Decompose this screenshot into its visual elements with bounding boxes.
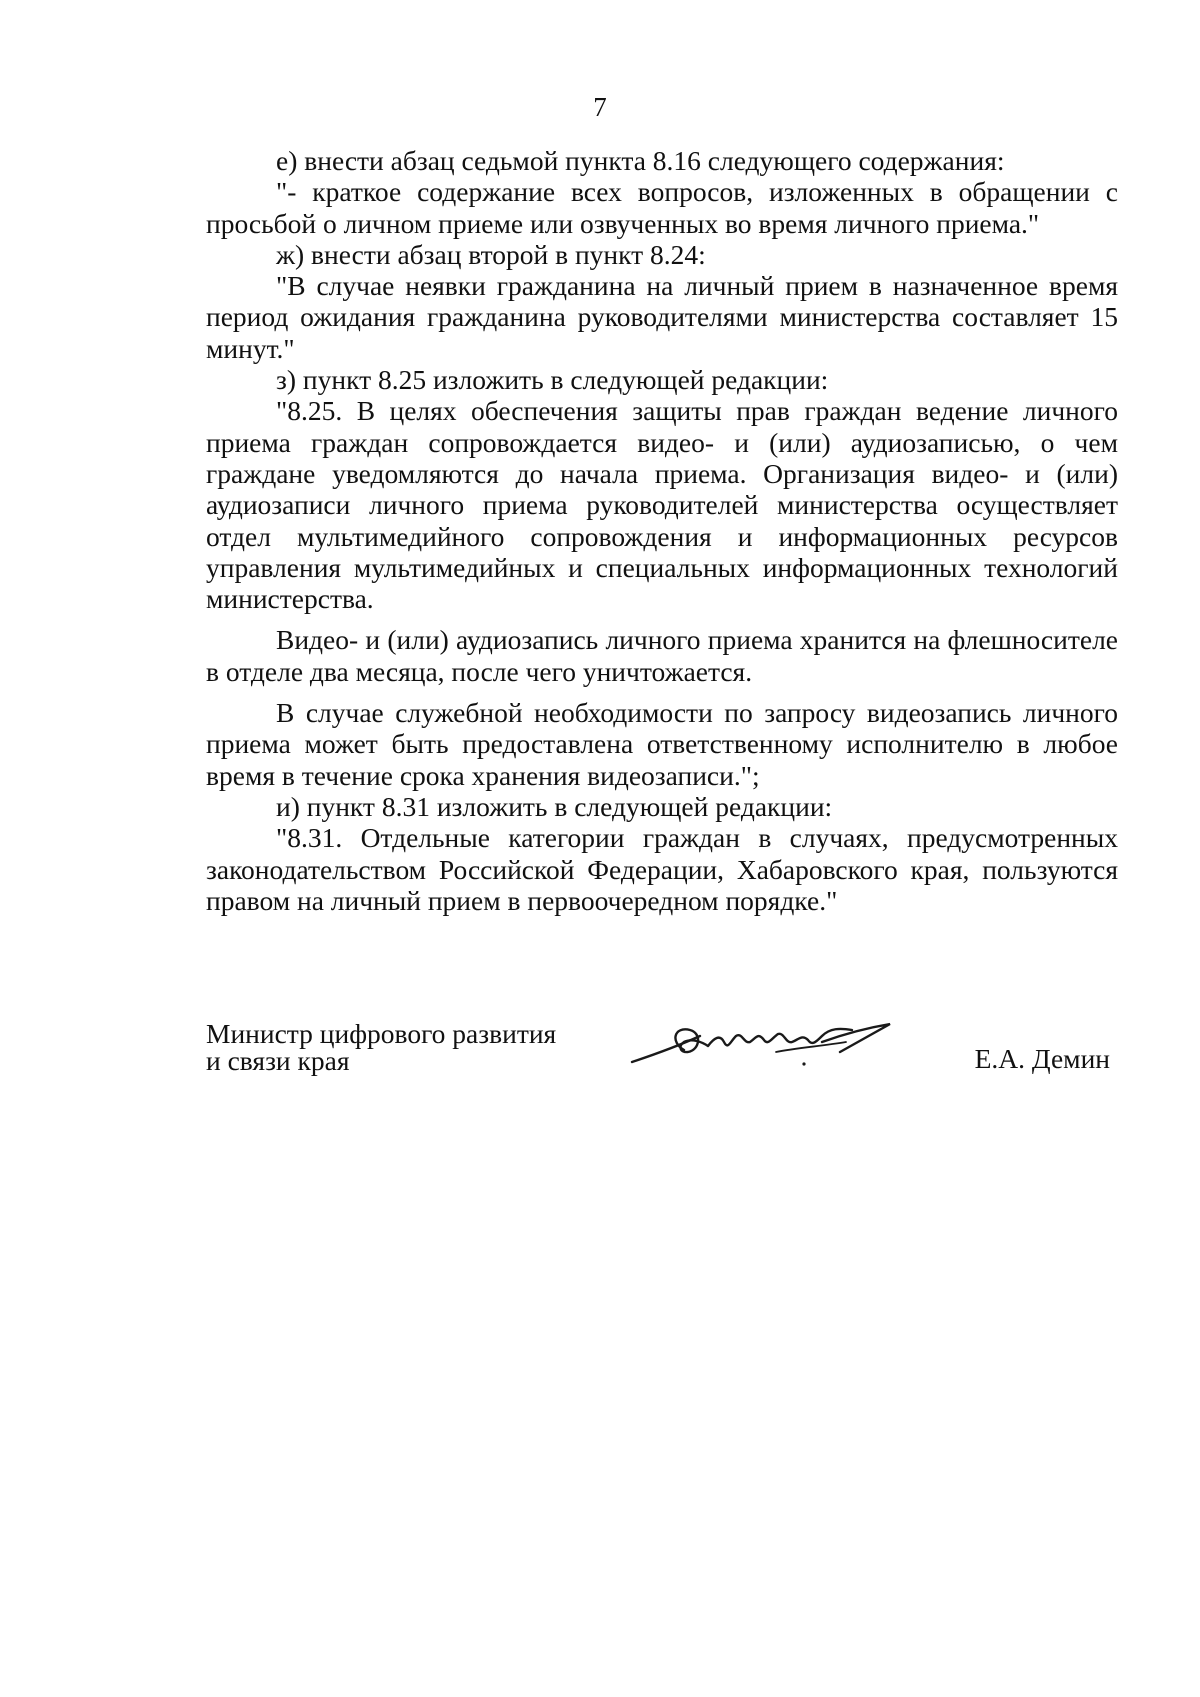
paragraph-z-quote-2: Видео- и (или) аудиозапись личного приема хранится на флешносителе в отделе два месяца, после чего уничтожается. <box>206 624 1118 687</box>
paragraph-z-quote-1: "8.25. В целях обеспечения защиты прав граждан ведение личного приема граждан сопровождается видео- и (или) аудиозаписью, о чем граждане уведомляются до начала приема. Организация видео- и (или) аудиозаписи личного приема руководителей министерства осуществляет отдел мультимедийного сопровождения и информационных ресурсов управления мультимедийных и специальных информационных технологий министерства. <box>206 395 1118 615</box>
paragraph-zh-quote: "В случае неявки гражданина на личный прием в назначенное время период ожидания гражданина руководителями министерства составляет 15 минут." <box>206 270 1118 364</box>
signatory-title-line-2: и связи края <box>206 1045 350 1076</box>
signatory-title-line-1: Министр цифрового развития <box>206 1018 557 1049</box>
signature-block <box>206 1020 1118 1100</box>
paragraph-zh: ж) внести абзац второй в пункт 8.24: <box>276 238 706 270</box>
signatory-title <box>206 1020 556 1074</box>
paragraph-e-quote: "- краткое содержание всех вопросов, изложенных в обращении с просьбой о личном приеме или озвученных во время личного приема." <box>206 176 1118 239</box>
page-number: 7 <box>593 92 607 122</box>
paragraph-i: и) пункт 8.31 изложить в следующей редакции: <box>276 790 833 822</box>
document-body <box>206 145 1118 916</box>
signatory-name: Е.А. Демин <box>974 1043 1110 1074</box>
paragraph-e: е) внести абзац седьмой пункта 8.16 следующего содержания: <box>276 145 1005 176</box>
paragraph-i-quote: "8.31. Отдельные категории граждан в случаях, предусмотренных законодательством Российской Федерации, Хабаровского края, пользуются правом на личный прием в первоочередном порядке." <box>206 822 1118 916</box>
paragraph-z-quote-3: В случае служебной необходимости по запросу видеозапись личного приема может быть предоставлена ответственному исполнителю в любое время в течение срока хранения видеозаписи."; <box>206 697 1118 791</box>
handwritten-signature-icon <box>626 1012 926 1076</box>
paragraph-z: з) пункт 8.25 изложить в следующей редакции: <box>276 364 829 396</box>
